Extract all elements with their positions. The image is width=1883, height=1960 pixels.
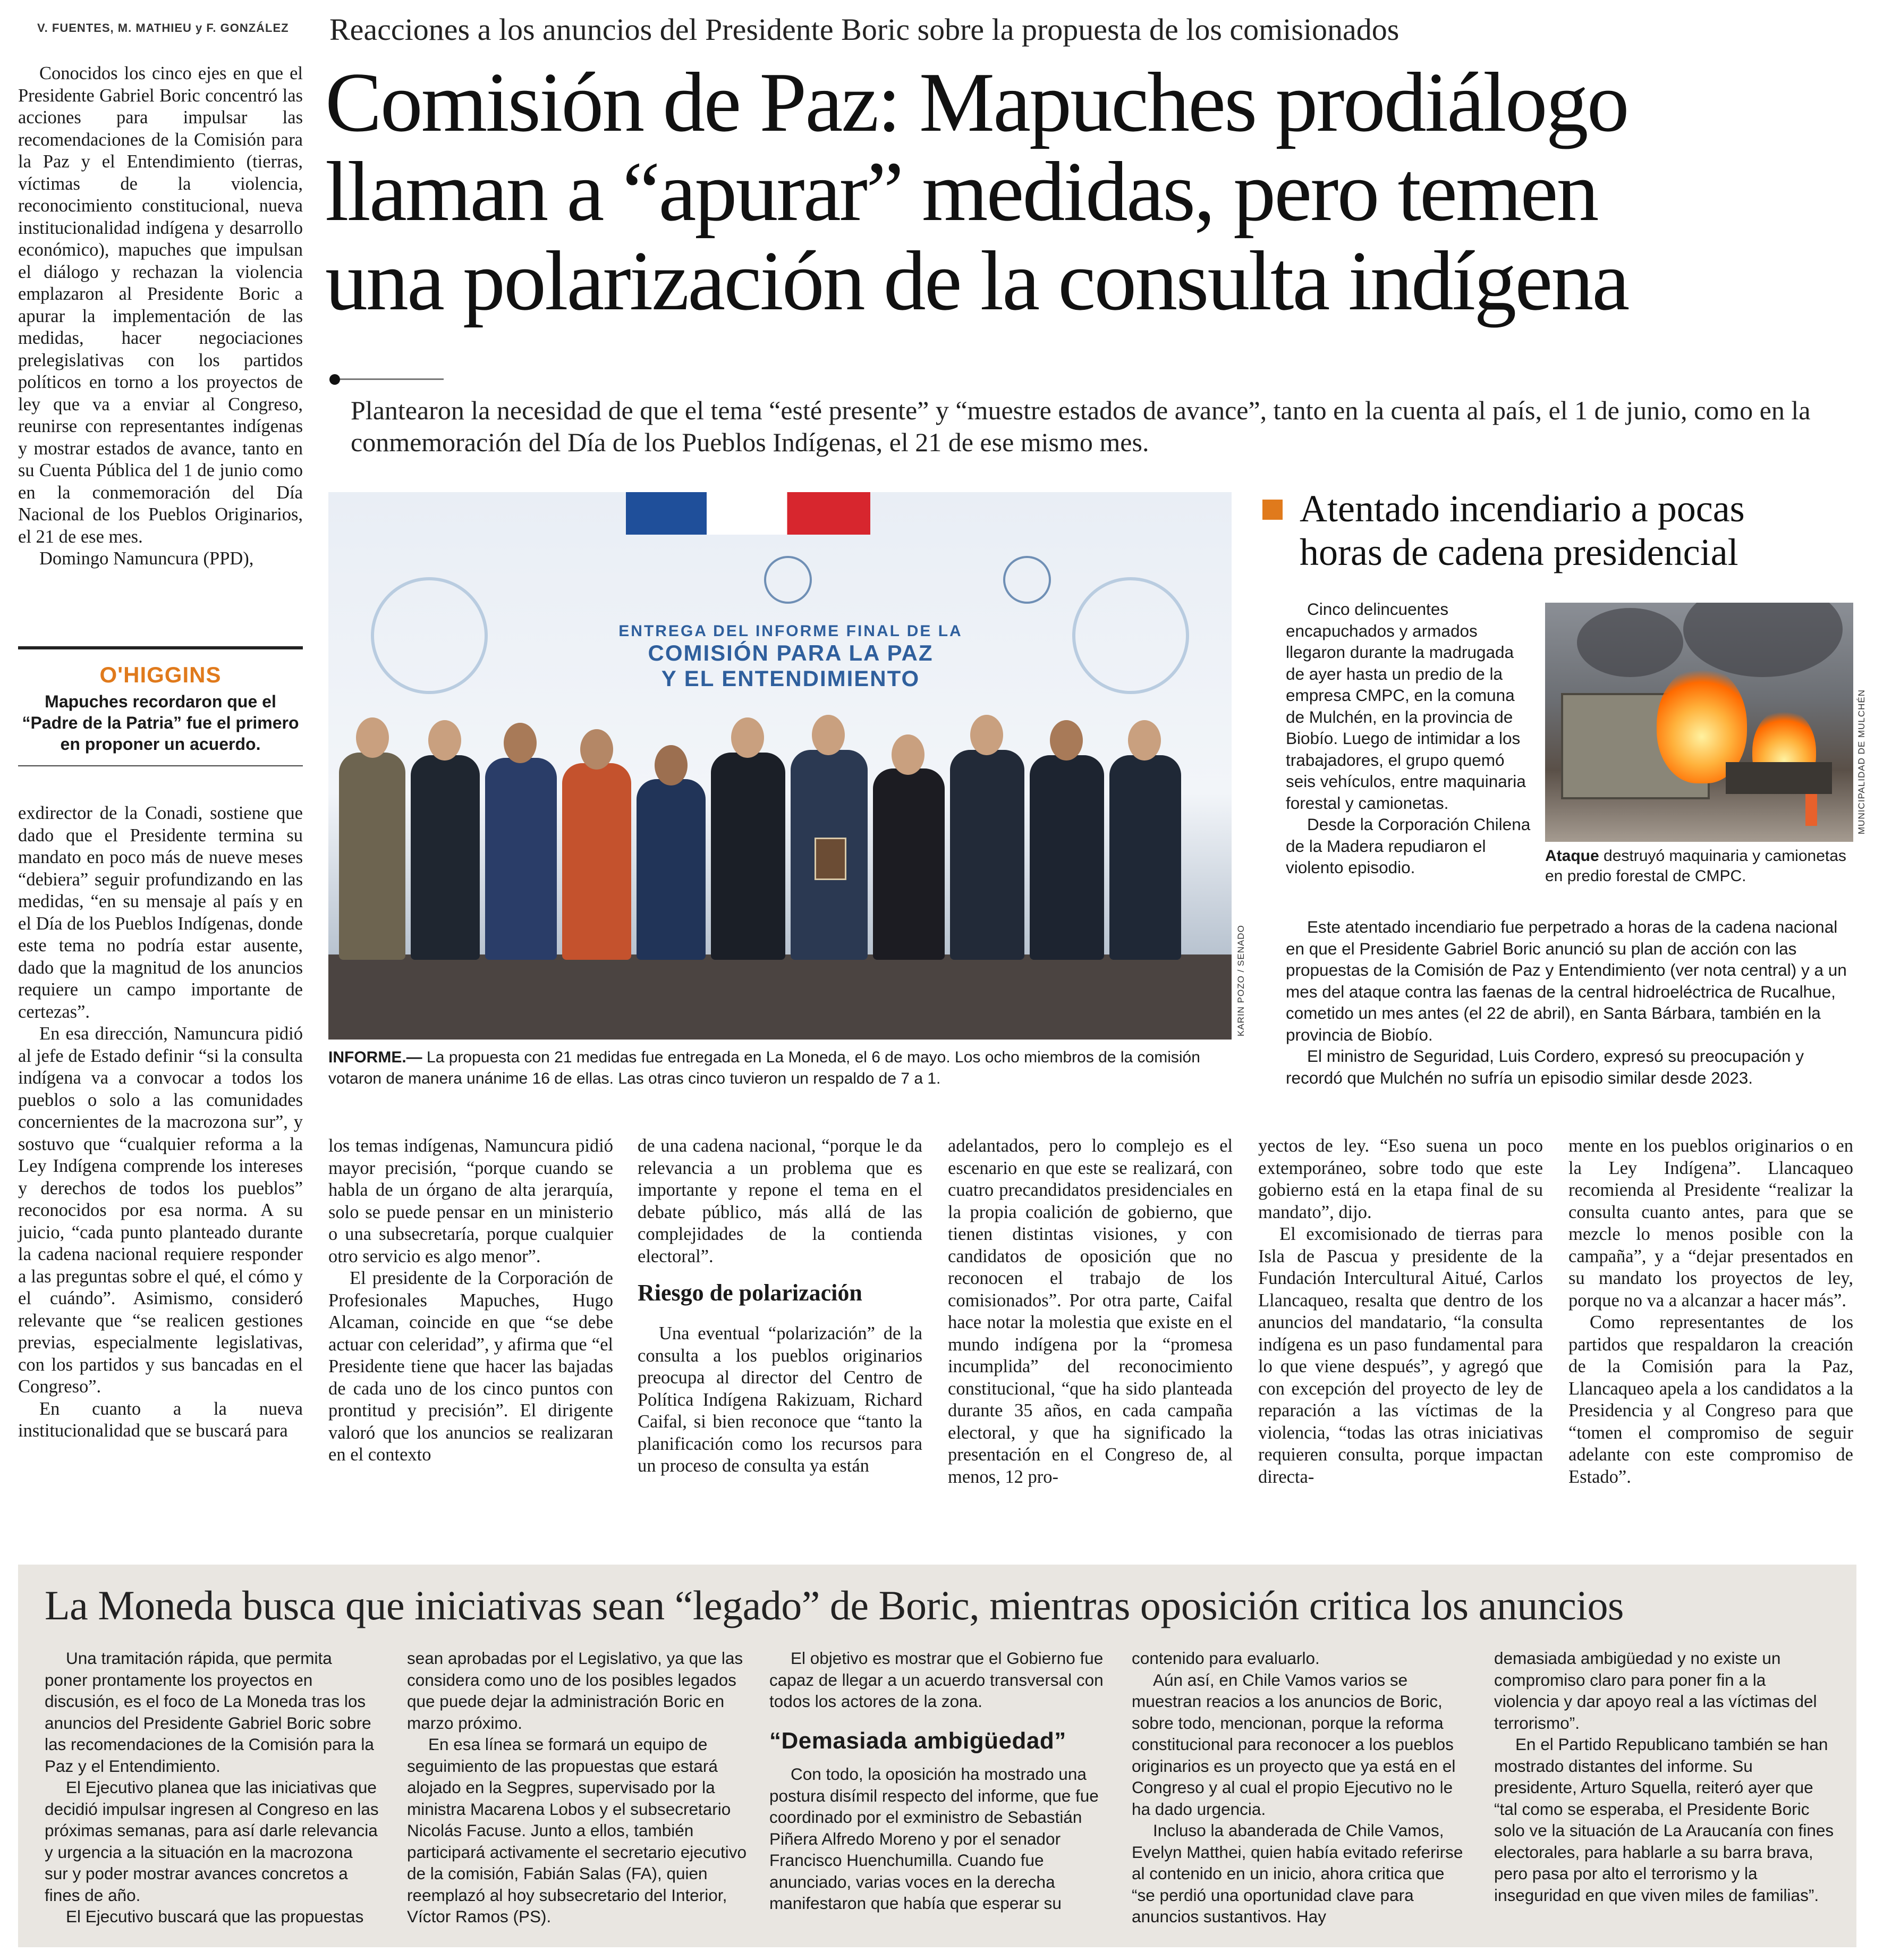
sidebar-title — [1300, 487, 1873, 574]
paragraph: En esa dirección, Namuncura pidió al jefe de Estado definir “si la consulta indígena va a convocar a todos los pueblos o solo a las comunidades concernientes de la macrozona sur”, y sostuvo que “cualquier reforma a la Ley Indígena comprende los intereses y derechos de todos los pueblos” reconocidos por esa norma. A su juicio, “cada punto planteado durante la cadena nacional requiere responder a las preguntas sobre el qué, el cómo y el cuándo”. Asimismo, consideró relevante que “se realicen gestiones previas, especialmente legislativas, con los partidos y sus bancadas en el Congreso”. — [18, 1024, 303, 1397]
paragraph: exdirector de la Conadi, sostiene que dado que el Presidente termina su mandato en poco más de nueve meses “debiera” seguir profundizando en las medidas, “en su mensaje al país y en el Día de los Pueblos Indígenas, donde este tema no podría estar ausente, dado que la magnitud de los anuncios requiere un campo importante de certezas”. — [18, 803, 303, 1022]
separator-line — [340, 378, 444, 380]
ohiggins-rule-bottom — [18, 765, 303, 766]
column-4 — [948, 1135, 1233, 1488]
person-head — [356, 717, 389, 758]
column-6 — [1568, 1135, 1853, 1488]
banner-line-2: COMISIÓN PARA LA PAZ — [648, 640, 934, 665]
column-5 — [1258, 1135, 1543, 1488]
paragraph: demasiada ambigüedad y no existe un compromiso claro para poner fin a la violencia y dar apoyo real a las víctimas del terrorismo”. — [1494, 1649, 1817, 1733]
traffic-cone — [1805, 794, 1817, 826]
paragraph: Aún así, en Chile Vamos varios se muestran reacios a los anuncios de Boric, sobre todo, mencionan, porque la reforma constitucional para reconocer a los pueblos originarios es un proyecto que ya está en el Congreso y al cual el propio Ejecutivo no le ha dado urgencia. — [1132, 1670, 1456, 1819]
photo-credit: KARIN POZO / SENADO — [1236, 925, 1246, 1036]
emblem-right — [1003, 556, 1051, 604]
paragraph: adelantados, pero lo complejo es el escenario en que este se realizará, con cuatro precandidatos presidenciales en la propia coalición de gobierno, que tienen distintas visiones, y con candidatos de oposición que no reconocen el trabajo de los comisionados”. Por otra parte, Caifal hace notar la molestia que existe en el mundo indígena por la “promesa incumplida” del reconocimiento constitucional, “que ha sido planteada durante 35 años, en cada campaña electoral, y que ha significado la presentación en el Congreso de, al menos, 12 pro- — [948, 1136, 1233, 1487]
caption-lead: Ataque — [1545, 847, 1599, 865]
paragraph: En esa línea se formará un equipo de seguimiento de las propuestas que estará alojado en la Segpres, supervisado por la ministra Macarena Lobos y el subsecretario Nicolás Facuse. Junto a ellos, también participará activamente el secretario ejecutivo de la comisión, Fabián Salas (FA), quien reemplazó al hoy subsecretario del Interior, Víctor Ramos (PS). — [407, 1735, 747, 1926]
ohiggins-text: Mapuches recordaron que el “Padre de la Patria” fue el primero en proponer un acuerdo. — [22, 692, 299, 754]
bottom-column-2 — [407, 1648, 747, 1928]
column-1-top — [18, 63, 303, 570]
person — [1109, 755, 1181, 960]
paragraph: mente en los pueblos originarios o en la Ley Indígena”. Llancaqueo recomienda al Presidente “realizar la consulta cuanto antes, para que se mezcle lo menos posible con la campaña”, y a “dejar presentados en su mandato los proyectos de ley, porque no va a alcanzar a hacer más”. — [1568, 1136, 1853, 1311]
deck: Plantearon la necesidad de que el tema “esté presente” y “muestre estados de avance”, tanto en la cuenta al país, el 1 de junio, como en la conmemoración del Día de los Pueblos Indígenas, el 21 de ese mismo mes. — [351, 395, 1811, 457]
sidebar-marker — [1262, 500, 1283, 520]
person — [411, 755, 480, 960]
headline-line-3: una polarización de la consulta indígena — [325, 233, 1628, 328]
fire-photo — [1545, 603, 1853, 842]
person — [637, 779, 706, 960]
banner-line-3: Y EL ENTENDIMIENTO — [661, 666, 920, 691]
machinery — [1726, 762, 1832, 794]
main-photo — [328, 492, 1232, 1040]
bottom-title: La Moneda busca que iniciativas sean “legado” de Boric, mientras oposición critica los anuncios — [45, 1582, 1624, 1628]
sidebar-title-line-1: Atentado incendiario a pocas — [1300, 487, 1745, 530]
headline-line-1: Comisión de Paz: Mapuches prodiálogo — [325, 55, 1628, 149]
column-3 — [638, 1135, 922, 1477]
paragraph: Incluso la abanderada de Chile Vamos, Evelyn Matthei, quien había evitado referirse al contenido en un inicio, ahora critica que “se perdió una oportunidad clave para anuncios sustantivos. Hay — [1132, 1821, 1463, 1926]
person-head — [970, 715, 1003, 755]
paragraph: Una eventual “polarización” de la consulta a los pueblos originarios preocupa al director del Centro de Política Indígena Rakizuam, Richard Caifal, si bien reconoce que “tanto la planificación como los recursos para un proceso de consulta ya están — [638, 1323, 922, 1476]
photo-caption — [328, 1047, 1232, 1089]
person-head — [1128, 720, 1161, 761]
banner — [605, 622, 977, 691]
person — [562, 763, 631, 960]
column-2 — [328, 1135, 613, 1466]
person-head — [731, 717, 764, 758]
paragraph: El objetivo es mostrar que el Gobierno fue capaz de llegar a un acuerdo transversal con todos los actores de la zona. — [769, 1649, 1104, 1711]
report-box — [815, 838, 846, 880]
person-head — [580, 729, 613, 770]
subhead-polarizacion: Riesgo de polarización — [638, 1280, 862, 1306]
emblem-left — [764, 556, 812, 604]
bottom-column-4 — [1132, 1648, 1472, 1928]
headline-line-2: llaman a “apurar” medidas, pero temen — [325, 144, 1598, 239]
fire-photo-credit: MUNICIPALIDAD DE MULCHÉN — [1856, 689, 1867, 834]
stage — [328, 954, 1232, 1040]
decor-circle-left — [371, 577, 488, 694]
paragraph: El Ejecutivo buscará que las propuestas — [66, 1907, 364, 1926]
paragraph: Este atentado incendiario fue perpetrado a horas de la cadena nacional en que el Presidente Gabriel Boric anunció su plan de acción con las propuestas de la Comisión de Paz y Entendimiento (ver nota central) y a un mes del ataque contra las faenas de la central hidroeléctrica de Rucalhue, cometido un mes antes (el 22 de abril), en Santa Bárbara, también en la provincia de Biobío. — [1286, 917, 1847, 1044]
person-head — [428, 720, 461, 761]
ohiggins-rule-top — [18, 646, 303, 649]
paragraph: Domingo Namuncura (PPD), — [39, 548, 254, 569]
paragraph: En cuanto a la nueva institucionalidad que se buscará para — [18, 1398, 303, 1441]
sidebar-text-bottom — [1286, 916, 1854, 1088]
paragraph: El excomisionado de tierras para Isla de Pascua y presidente de la Fundación Intercultural Aitué, Carlos Llancaqueo, resalta que dentro de los anuncios del mandatario, “la consulta indígena es un paso fundamental para lo que viene después”, y agregó que con excepción del proyecto de ley de reparación a las víctimas de la violencia, “todas las otras iniciativas requieren consulta, porque impactan directa- — [1258, 1224, 1543, 1487]
paragraph: El ministro de Seguridad, Luis Cordero, expresó su preocupación y recordó que Mulchén no sufría un episodio similar desde 2023. — [1286, 1046, 1804, 1087]
caption-lead: INFORME.— — [328, 1049, 422, 1066]
paragraph: Una tramitación rápida, que permita poner prontamente los proyectos en discusión, es el foco de La Moneda tras los anuncios del Presidente Gabriel Boric sobre las recomendaciones de la Comisión para la Paz y el Entendimiento. — [45, 1649, 374, 1776]
paragraph: yectos de ley. “Eso suena un poco extemporáneo, sobre todo que este gobierno está en la etapa final de su mandato”, dijo. — [1258, 1136, 1543, 1222]
sidebar-title-line-2: horas de cadena presidencial — [1300, 531, 1738, 573]
person — [950, 750, 1024, 960]
paragraph: Desde la Corporación Chilena de la Madera repudiaron el violento episodio. — [1286, 815, 1531, 877]
person — [1030, 755, 1104, 960]
ohiggins-label: O'HIGGINS — [99, 662, 222, 687]
person — [873, 768, 945, 960]
person — [711, 753, 785, 960]
person-head — [1050, 720, 1083, 761]
banner-line-1: ENTREGA DEL INFORME FINAL DE LA — [618, 622, 963, 640]
paragraph: Con todo, la oposición ha mostrado una postura disímil respecto del informe, que fue coordinado por el exministro de Sebastián Piñera Alfredo Moreno y por el senador Francisco Huenchumilla. Cuando fue anunciado, varias voces en la derecha manifestaron que había que esperar su — [769, 1764, 1099, 1913]
paragraph: contenido para evaluarlo. — [1132, 1649, 1320, 1668]
caption-text: destruyó maquinaria y camionetas en predio forestal de CMPC. — [1545, 847, 1846, 885]
paragraph: de una cadena nacional, “porque le da relevancia a un problema que es importante y repone el tema en el debate público, más allá de las complejidades de la contienda electoral”. — [638, 1136, 922, 1266]
subhead-ambiguedad: “Demasiada ambigüedad” — [769, 1727, 1066, 1754]
person — [485, 758, 557, 960]
paragraph: Cinco delincuentes encapuchados y armados llegaron durante la madrugada de ayer hasta un predio de la empresa CMPC, en la comuna de Mulchén, en la provincia de Biobío. Luego de intimidar a los trabajadores, el grupo quemó seis vehículos, entre maquinaria forestal y camionetas. — [1286, 599, 1526, 813]
caption-text: La propuesta con 21 medidas fue entregada en La Moneda, el 6 de mayo. Los ocho miembros de la comisión votaron de manera unánime 16 de ellas. Las otras cinco tuvieron un respaldo de 7 a 1. — [328, 1049, 1200, 1087]
paragraph: sean aprobadas por el Legislativo, ya que las considera como uno de los posibles legados que puede dejar la administración Boric en marzo próximo. — [407, 1649, 743, 1733]
fire-photo-caption — [1545, 846, 1853, 886]
separator-dot — [329, 374, 340, 385]
kicker: Reacciones a los anuncios del Presidente Boric sobre la propuesta de los comisionados — [329, 12, 1399, 47]
bottom-column-5 — [1494, 1648, 1834, 1906]
flag-stripe — [626, 492, 870, 535]
paragraph: El presidente de la Corporación de Profesionales Mapuches, Hugo Alcaman, coincide en que “se debe actuar con celeridad”, y afirma que “el Presidente tiene que hacer las bajadas de cada uno de los cinco puntos con prontitud y precisión”. El dirigente valoró que los anuncios se realizaran en el contexto — [328, 1268, 613, 1465]
bottom-column-3 — [769, 1648, 1109, 1914]
person-head — [812, 715, 845, 755]
smoke — [1577, 608, 1683, 677]
paragraph: Conocidos los cinco ejes en que el Presidente Gabriel Boric concentró las acciones para impulsar las recomendaciones de la Comisión para la Paz y el Entendimiento (tierras, víctimas de la violencia, reconocimiento constitucional, nueva institucionalidad indígena y desarrollo económico), mapuches que impulsan el diálogo y rechazan la violencia emplazaron al Presidente Boric a apurar la implementación de las medidas, hacer negociaciones prelegislativas con los partidos políticos en torno a los proyectos de ley que va a enviar al Congreso, reunirse con representantes indígenas y mostrar estados de avance, tanto en su Cuenta Pública del 1 de junio como en la conmemoración del Día Nacional de los Pueblos Originarios, el 21 de ese mes. — [18, 63, 303, 547]
person — [339, 753, 405, 960]
smoke — [1683, 603, 1843, 677]
headline — [325, 55, 1877, 328]
column-1-bottom — [18, 802, 303, 1442]
sidebar-text-left — [1286, 598, 1531, 878]
paragraph: Como representantes de los partidos que respaldaron la creación de la Comisión para la Paz, Llancaqueo apela a los candidatos a la Presidencia y al Congreso para que “tomen el compromiso de seguir adelante con este compromiso de Estado”. — [1568, 1312, 1853, 1487]
paragraph: El Ejecutivo planea que las iniciativas que decidió impulsar ingresen al Congreso en las próximas semanas, para así darle relevancia y urgencia a la situación en la macrozona sur y poder mostrar avances concretos a fines de año. — [45, 1778, 379, 1905]
person-head — [655, 745, 688, 785]
byline: V. FUENTES, M. MATHIEU y F. GONZÁLEZ — [37, 21, 289, 35]
decor-circle-right — [1072, 577, 1189, 694]
paragraph: los temas indígenas, Namuncura pidió mayor precisión, “porque cuando se habla de un órgano de alta jerarquía, solo se puede pensar en un ministerio o una subsecretaría, porque cualquier otro servicio es algo menor”. — [328, 1136, 613, 1266]
bottom-column-1 — [45, 1648, 379, 1928]
person-head — [892, 734, 924, 775]
paragraph: En el Partido Republicano también se han mostrado distantes del informe. Su presidente, Arturo Squella, reiteró ayer que “tal como se esperaba, el Presidente Boric solo ve la situación de La Araucanía con fines electorales, para hablarle a su barra brava, pero pasa por alto el terrorismo y la inseguridad en que viven miles de familias”. — [1494, 1735, 1834, 1905]
person-head — [504, 723, 537, 763]
